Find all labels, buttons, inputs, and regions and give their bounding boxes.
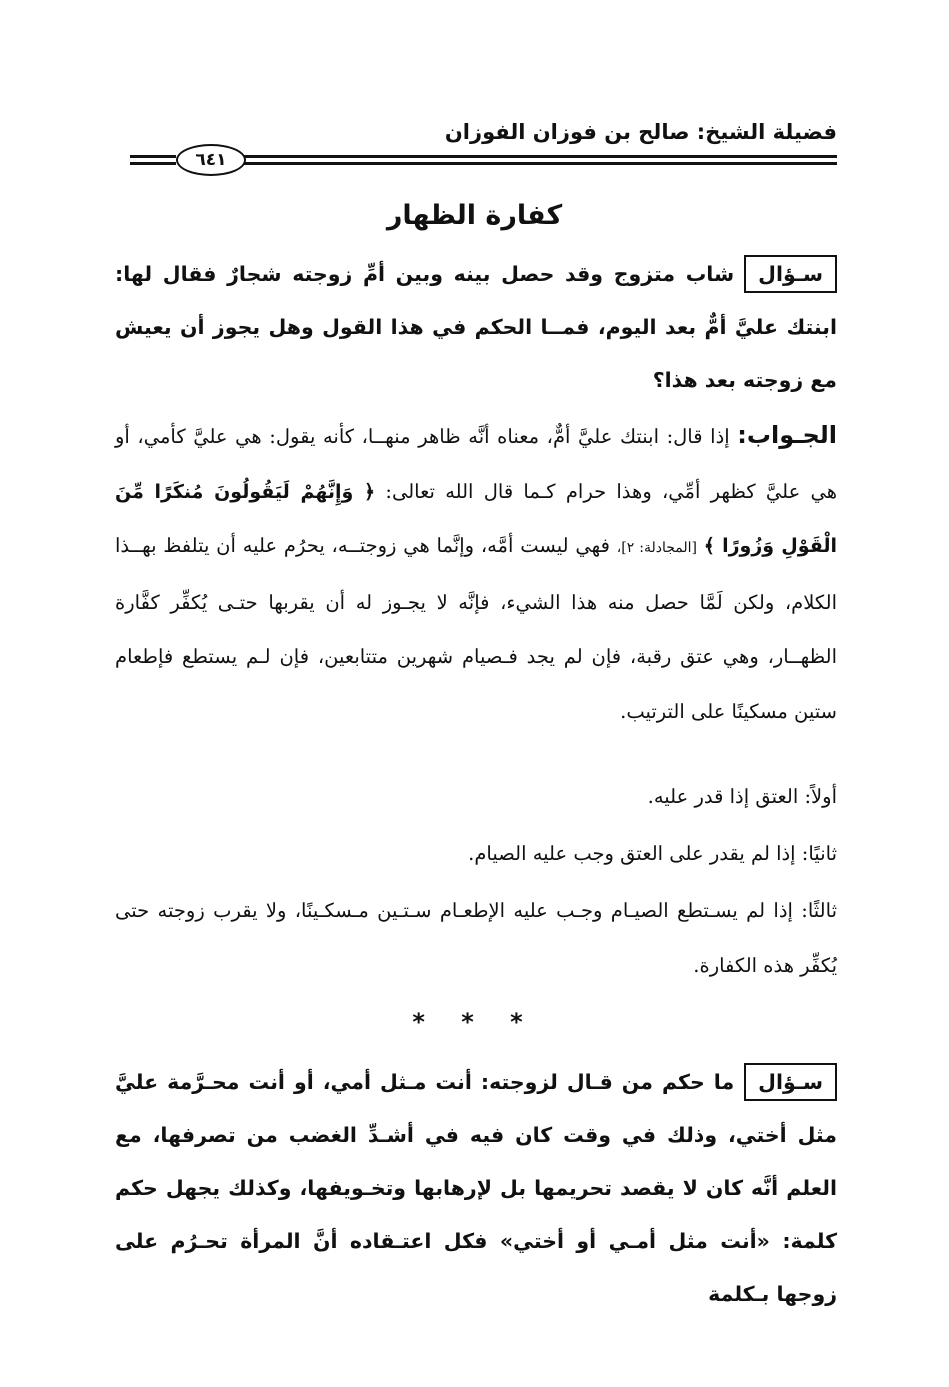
answer-1 bbox=[115, 408, 837, 739]
section-separator: * * * bbox=[412, 1008, 537, 1036]
answer-1-part-1: إذا قال: ابنتك عليَّ أمٌّ، معناه أنَّه ظاهر منهــا، كأنه يقول: هي عليَّ كأمي، أو هي عليَّ كظهر أمِّي، وهذا حرام كـما قال الله تعالى: bbox=[115, 425, 838, 503]
answer-label: الجـواب: bbox=[737, 421, 838, 449]
step-2: ثانيًا: إذا لم يقدر على العتق وجب عليه الصيام. bbox=[468, 842, 837, 865]
header-rule-left-2 bbox=[130, 162, 176, 165]
header-rule-right bbox=[237, 155, 837, 158]
question-1-text: شاب متزوج وقد حصل بينه وبين أمِّ زوجته شجارٌ فقال لها: ابنتك عليَّ أمٌّ بعد اليوم، فمــا الحكم في هذا القول وهل يجوز أن يعيش مع زوجته بعد هذا؟ bbox=[115, 262, 837, 392]
question-2-text: ما حكم من قـال لزوجته: أنت مـثل أمي، أو أنت محـرَّمة عليَّ مثل أختي، وذلك في وقت كان فيه في أشـدِّ الغضب من تصرفها، مع العلم أنَّه كان لا يقصد تحريمها بل لإرهابها وتخـويفها، وكذلك يجهل حكم كلمة: «أنت مثل أمـي أو أختي» فكل اعتـقاده أنَّ المرأة تحـرُم على زوجها بـكلمة bbox=[115, 1070, 837, 1306]
question-1 bbox=[115, 248, 837, 407]
header-rule-left bbox=[130, 155, 176, 158]
quran-verse: ﴿ وَإِنَّهُمْ لَيَقُولُونَ مُنكَرًا مِّنَ الْقَوْلِ وَزُورًا ﴾ bbox=[115, 480, 838, 557]
section-title: كفارة الظهار bbox=[386, 200, 563, 231]
question-2 bbox=[115, 1056, 837, 1321]
page-number: ٦٤١ bbox=[176, 144, 246, 176]
running-header: فضيلة الشيخ: صالح بن فوزان الفوزان bbox=[444, 120, 837, 144]
verse-reference: [المجادلة: ٢]، bbox=[616, 540, 697, 556]
step-1: أولاً: العتق إذا قدر عليه. bbox=[647, 785, 837, 808]
question-label: سـؤال bbox=[744, 255, 837, 293]
step-3: ثالثًا: إذا لم يسـتطع الصيـام وجـب عليه الإطعـام سـتـين مـسكـينًا، ولا يقرب زوجته حتى يُكفِّر هذه الكفارة. bbox=[115, 899, 837, 977]
question-label: سـؤال bbox=[744, 1063, 837, 1101]
header-rule-right-2 bbox=[237, 162, 837, 165]
answer-1-part-2: فهي ليست أمَّه، وإنَّما هي زوجتــه، يحرُم عليه أن يتلفظ بهــذا الكلام، ولكن لَمَّا حصل منه هذا الشيء، فإنَّه لا يجـوز له أن يقربها حتـى يُكفِّر كفَّارة الظهــار، وهي عتق رقبة، فإن لم يجد فـصيام شهرين متتابعين، فإن لـم يستطع فإطعام ستين مسكينًا على الترتيب. bbox=[115, 534, 837, 723]
